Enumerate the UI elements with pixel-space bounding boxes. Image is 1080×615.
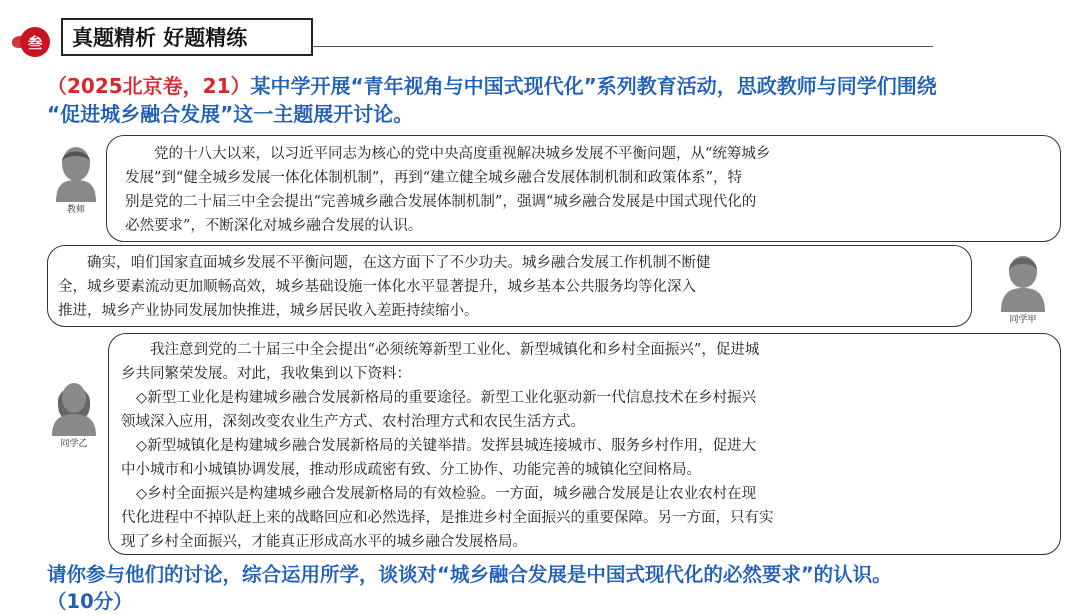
teacher-line: 党的十八大以来，以习近平同志为核心的党中央高度重视解决城乡发展不平衡问题，从“统筹城乡 <box>154 146 771 162</box>
student-a-speech-bubble <box>47 245 972 327</box>
page-title <box>61 18 313 56</box>
task-line1: 请你参与他们的讨论，综合运用所学，谈谈对“城乡融合发展是中国式现代化的必然要求”的认识。 <box>47 563 892 586</box>
student-a-line: 全，城乡要素流动更加顺畅高效，城乡基础设施一体化水平显著提升，城乡基本公共服务均等化深入 <box>58 279 696 295</box>
task-prompt <box>47 561 1067 615</box>
student-silhouette-icon <box>46 374 102 436</box>
teacher-line: 发展”到“健全城乡发展一体化体制机制”，再到“建立健全城乡融合发展体制机制和政策体系”，特 <box>125 170 743 186</box>
teacher-label: 教师 <box>66 205 85 215</box>
teacher-speech-bubble <box>106 135 1061 242</box>
student-b-line: ◇新型工业化是构建城乡融合发展新格局的重要途径。新型工业化驱动新一代信息技术在乡村振兴 <box>136 390 757 406</box>
teacher-avatar <box>48 140 104 215</box>
student-b-avatar <box>46 374 102 449</box>
student-b-line: 领域深入应用，深刻改变农业生产方式、农村治理方式和农民生活方式。 <box>121 414 585 430</box>
student-b-line: 代化进程中不掉队赶上来的战略回应和必然选择，是推进乡村全面振兴的重要保障。另一方面，只有实 <box>121 510 774 526</box>
section-badge <box>20 27 50 57</box>
teacher-line: 别是党的二十届三中全会提出“完善城乡融合发展体制机制”，强调“城乡融合发展是中国式现代化的 <box>125 194 757 210</box>
title-underline <box>313 46 933 47</box>
badge-char: 叁 <box>27 33 43 52</box>
student-a-line: 推进，城乡产业协同发展加快推进，城乡居民收入差距持续缩小。 <box>58 303 479 319</box>
student-a-avatar <box>995 250 1051 325</box>
question-intro-line2: “促进城乡融合发展”这一主题展开讨论。 <box>47 102 414 126</box>
student-b-line: 中小城市和小城镇协调发展，推动形成疏密有致、分工协作、功能完善的城镇化空间格局。 <box>121 462 701 478</box>
student-b-label: 同学乙 <box>60 439 88 449</box>
student-a-label: 同学甲 <box>1009 315 1037 325</box>
student-b-line: 现了乡村全面振兴，才能真正形成高水平的城乡融合发展格局。 <box>121 534 527 550</box>
student-b-line: ◇新型城镇化是构建城乡融合发展新格局的关键举措。发挥县城连接城市、服务乡村作用，促进大 <box>136 438 757 454</box>
teacher-line: 必然要求”，不断深化对城乡融合发展的认识。 <box>125 218 423 234</box>
question-source: （2025北京卷，21） <box>47 74 251 98</box>
page-title-text: 真题精析 好题精练 <box>72 26 248 50</box>
teacher-silhouette-icon <box>48 140 104 202</box>
student-a-line: 确实，咱们国家直面城乡发展不平衡问题，在这方面下了不少功夫。城乡融合发展工作机制不断健 <box>87 255 711 271</box>
question-stem <box>47 72 1057 128</box>
student-b-speech-bubble <box>108 333 1061 555</box>
student-b-line: ◇乡村全面振兴是构建城乡融合发展新格局的有效检验。一方面，城乡融合发展是让农业农村在现 <box>136 486 757 502</box>
student-b-line: 乡共同繁荣发展。对此，我收集到以下资料： <box>121 366 411 382</box>
student-b-line: 我注意到党的二十届三中全会提出“必须统筹新型工业化、新型城镇化和乡村全面振兴”，促进城 <box>150 342 760 358</box>
task-score: （10分） <box>47 590 133 613</box>
question-intro-line1: 某中学开展“青年视角与中国式现代化”系列教育活动，思政教师与同学们围绕 <box>250 74 937 98</box>
student-silhouette-icon <box>995 250 1051 312</box>
